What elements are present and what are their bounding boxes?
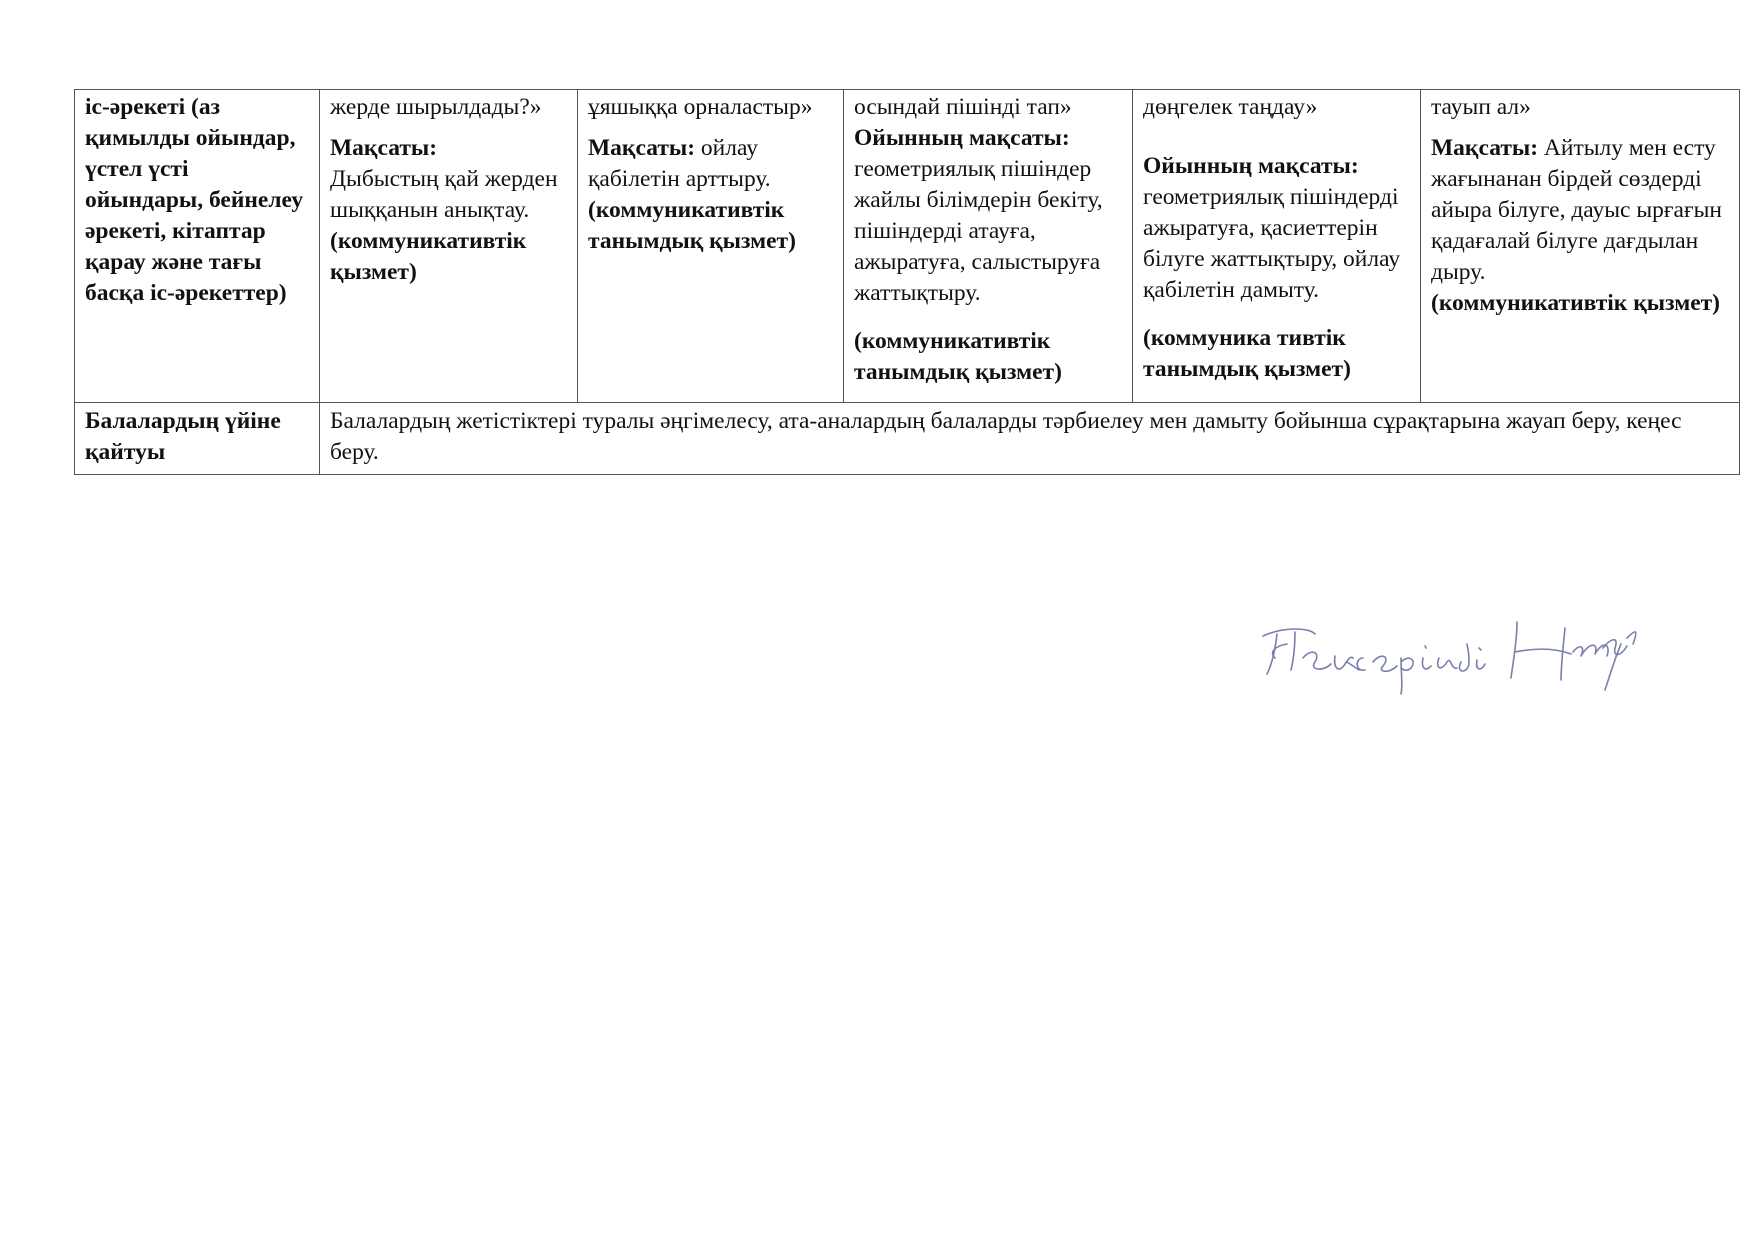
game-title: жерде шырылдады?»	[330, 94, 542, 120]
goal-label: Мақсаты:	[588, 135, 696, 161]
goal-text: геометриялық пішіндерді ажыратуға, қасиеттерін білуге жаттықтыру, ойлау қабілетін дамыту.	[1143, 184, 1401, 303]
handwritten-signature	[1255, 618, 1675, 708]
table-row-activities	[75, 90, 1740, 403]
game-title: дөңгелек таңдау»	[1143, 94, 1318, 120]
service-label: (коммуникативтік қызмет)	[1431, 290, 1721, 316]
game-title: ұяшыққа орналастыр»	[588, 94, 813, 120]
going-home-label-cell: Балалардың үйіне қайтуы	[75, 403, 320, 475]
goal-paragraph	[1431, 133, 1729, 288]
goal-label: Мақсаты:	[330, 135, 438, 161]
goal-label: Ойынның мақсаты:	[854, 125, 1070, 151]
plan-table	[74, 89, 1740, 475]
goal-text: Айтылу мен есту жағынанан бірдей сөздерді айыра білуге, дауыс ырғағын қадағалай білуге дағдылан дыру.	[1431, 135, 1722, 285]
service-label: (коммуникативтік танымдық қызмет)	[588, 197, 796, 254]
goal-paragraph	[588, 133, 833, 195]
game-title: тауып ал»	[1431, 94, 1531, 120]
goal-text: геометриялық пішіндер жайлы білімдерін бекіту, пішіндерді атауға, ажыратуға, салыстыруға жаттықтыру.	[854, 156, 1103, 306]
goal-text: ойлау қабілетін арттыру.	[588, 135, 771, 192]
service-label: (коммуникативтік қызмет)	[330, 228, 527, 285]
goal-label: Ойынның мақсаты:	[1143, 153, 1359, 179]
table-row-going-home	[75, 403, 1740, 475]
service-label: (коммуника тивтік танымдық қызмет)	[1143, 325, 1351, 382]
game-cell-4	[1133, 90, 1421, 403]
game-cell-2	[578, 90, 844, 403]
goal-label: Мақсаты:	[1431, 135, 1539, 161]
game-cell-5	[1421, 90, 1740, 403]
going-home-text-cell: Балалардың жетістіктері туралы әңгімелесу, ата-аналардың балаларды тәрбиелеу мен дамыту бойынша сұрақтарына жауап беру, кеңес беру.	[320, 403, 1740, 475]
service-label: (коммуникативтік танымдық қызмет)	[854, 328, 1062, 385]
goal-text: Дыбыстың қай жерден шыққанын анықтау.	[330, 166, 558, 223]
game-cell-1	[320, 90, 578, 403]
game-cell-3	[844, 90, 1133, 403]
game-title: осындай пішінді тап»	[854, 94, 1072, 120]
activity-type-cell: іс-әрекеті (аз қимылды ойындар, үстел үсті ойындары, бейнелеу әрекеті, кітаптар қарау және тағы басқа іс-әрекеттер)	[75, 90, 320, 403]
